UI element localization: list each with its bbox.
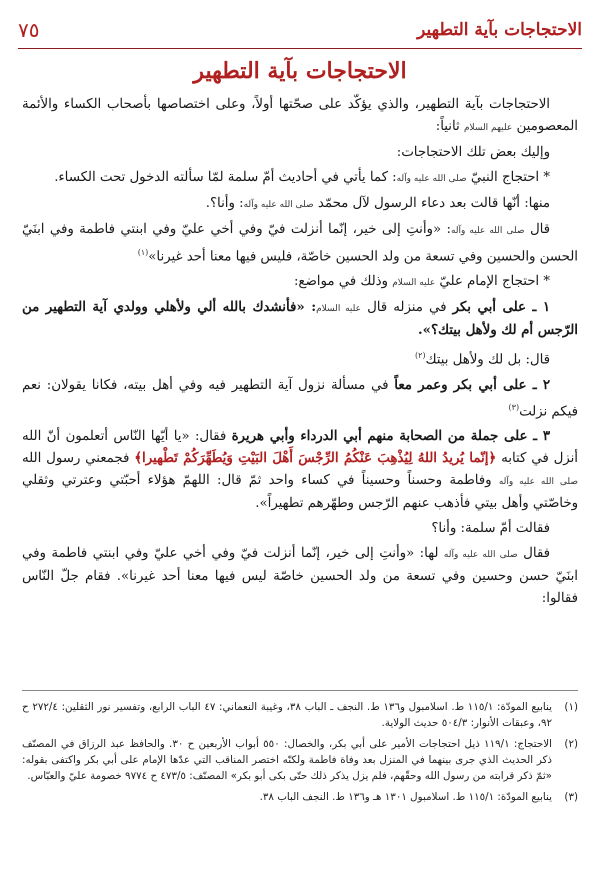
- paragraph: فقالت أمّ سلمة: وأنا؟: [431, 521, 550, 537]
- paragraph: [22, 271, 578, 294]
- footnote-text: ينابيع المودّة: ١١٥/١ ط. اسلامبول و١٣٦ ط. النجف ـ الباب ٣٨، وغيبة النعماني: ٤٧ الباب الرابع، وتفسير نور الثقلين: ٢٧٢/٤ ح ٩٢، وعبقات الأنوار: ٥٠٤/٣ حديث الولاية.: [22, 701, 552, 729]
- text: * احتجاج الإمام عليّ: [435, 274, 550, 290]
- footnote-number: (١): [564, 701, 578, 713]
- paragraph: [22, 219, 578, 268]
- honorific: صلى الله عليه وآله: [443, 550, 518, 561]
- text: : «وأنتِ إلى خير، إنّما أنزلت فيّ وفي أخي عليّ وفي ابنتي فاطمة وفي ابنَيّ الحسن والحسين وفي تسعة من ولد الحسين خاصّة، فليس فيها معنا أحد غيرنا»: [22, 222, 578, 265]
- text: فجمعني رسول الله: [22, 451, 135, 467]
- honorific: صلى الله عليه وآله: [450, 226, 525, 236]
- paragraph: [22, 543, 578, 610]
- footnote: [22, 699, 578, 731]
- footnote-number: (٢): [564, 738, 578, 750]
- paragraph: [22, 94, 578, 139]
- item-lead: ١ ـ على أبي بكر: [452, 300, 550, 316]
- honorific: عليهم السلام: [463, 123, 513, 133]
- text: ثانياً:: [435, 119, 464, 134]
- text: وفاطمة وحسناً وحسيناً في كساء واحد ثمّ قال: اللهمّ هؤلاء أحبّتي وعترتي وثقلي وخاصّتي وأهل بيتي فأذهب عنهم الرّجس وطهّرهم تطهيراً».: [22, 473, 578, 512]
- text: فقال: [517, 546, 550, 562]
- paragraph: [22, 426, 578, 515]
- text: الاحتجاجات بآية التطهير، والذي يؤكّد على صحّتها أولاً، وعلى اختصاصها بأصحاب الكساء والأئمة المعصومين: [22, 97, 578, 134]
- text: فقال: «يا أيّها النّاس أتعلمون أنّ الله أنزل في كتابه: [22, 429, 578, 467]
- paragraph: [22, 167, 578, 190]
- paragraph: [22, 193, 578, 216]
- text: وذلك في مواضع:: [293, 274, 393, 290]
- text: : وأنا؟.: [205, 196, 244, 211]
- quran-verse: ﴿إنّما يُريدُ اللهُ لِيُذْهِبَ عَنْكُمُ الرِّجْسَ أَهْلَ البَيْتِ وَيُطَهِّرَكُمْ تَطْهيرا﴾: [134, 451, 497, 467]
- paragraph: [22, 345, 578, 371]
- running-title: الاحتجاجات بآية التطهير: [417, 20, 582, 40]
- honorific: عليه السلام: [392, 278, 436, 289]
- footnote-ref: (١): [137, 248, 149, 257]
- honorific: عليه السلام: [316, 304, 361, 315]
- page-header: [18, 12, 582, 49]
- honorific: صلى الله عليه وآله: [243, 200, 314, 210]
- page-number: ٧٥: [18, 18, 40, 42]
- footnotes: [22, 690, 578, 810]
- footnote-text: الاحتجاج: ١١٩/١ ذيل احتجاجات الأمير على أبي بكر، والخصال: ٥٥٠ أبواب الأربعين ح ٣٠. والحافظ عبد الرزاق في المصنّف ذكر الحديث الذي جرى بينهما في المنزل بعد وفاة فاطمة ولكنّه اختصر المناقب التي عدّها الإمام على أبي بكر واكتفى بقوله: «ثمّ ذكر قرابته من رسول الله وحقّهم، فلم يزل يذكر ذلك حتّى بكى أبو بكر» المصنّف: ٤٧٣/٥ ح ٩٧٧٤ خصومة عليّ والعبّاس.: [22, 738, 553, 782]
- text: لها: «وأنتِ إلى خير، إنّما أنزلت فيّ وفي أخي عليّ وفي ابنتي فاطمة وفي ابنَيّ حسن وحسين وفي تسعة من ولد الحسين خاصّة ليس فيها معنا أحد غيرنا». فقام جلّ النّاس فقالوا:: [22, 546, 578, 607]
- honorific: صلى الله عليه وآله: [396, 174, 467, 184]
- paragraph: وإليك بعض تلك الاحتجاجات:: [396, 145, 550, 160]
- text: قال: [524, 222, 551, 237]
- section-title: الاحتجاجات بآية التطهير: [193, 58, 407, 84]
- text: * احتجاج النبيّ: [466, 170, 550, 185]
- footnote: [22, 736, 578, 784]
- footnote-ref: (٣): [508, 402, 520, 412]
- body-text: [22, 94, 578, 613]
- footnote-text: ينابيع المودّة: ١١٥/١ ط. اسلامبول ١٣٠١ هـ و١٣٦ ط. النجف الباب ٣٨.: [259, 791, 552, 803]
- text: قال: بل لك ولأهل بيتك: [425, 352, 550, 368]
- honorific: صلى الله عليه وآله: [498, 477, 578, 488]
- paragraph: [22, 297, 578, 342]
- item-lead: ٢ ـ على أبي بكر وعمر معاً: [394, 377, 550, 393]
- text: في مسألة نزول آية التطهير فيه وفي أهل بيته، فكانا يقولان: نعم فيكم نزلت: [22, 377, 578, 420]
- text: في منزله قال: [360, 300, 453, 316]
- footnote-number: (٣): [564, 791, 578, 803]
- paragraph: [22, 375, 578, 423]
- text: منها: أنّها قالت بعد دعاء الرسول لآل محمّد: [313, 196, 550, 211]
- footnote-ref: (٢): [414, 351, 426, 361]
- quote: : «فأنشدك بالله ألي ولأهلي وولدي آية التطهير من الرّجس أم لك ولأهل بيتك؟».: [22, 300, 578, 339]
- text: : كما يأتي في أحاديث أمّ سلمة لمّا سألته الدخول تحت الكساء.: [54, 170, 397, 185]
- footnote: [22, 789, 578, 805]
- item-lead: ٣ ـ على جملة من الصحابة منهم أبي الدرداء وأبي هريرة: [231, 429, 550, 445]
